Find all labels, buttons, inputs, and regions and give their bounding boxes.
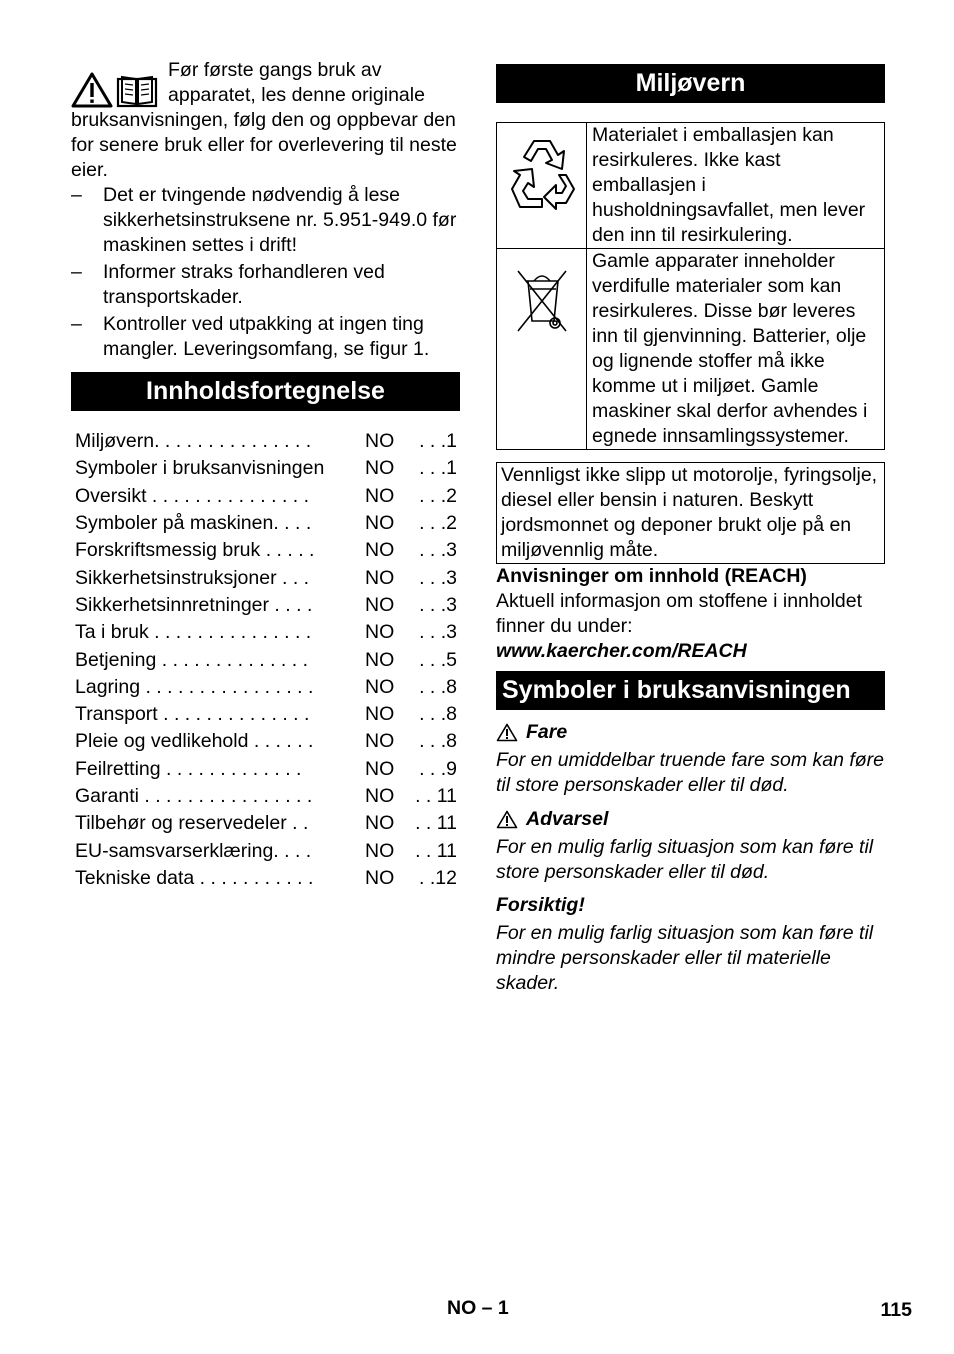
toc-row[interactable] [71,537,460,564]
toc-row[interactable] [71,483,460,510]
warning-triangle-icon [496,723,518,742]
toc-page: . . 11 [415,812,457,835]
toc-page: . . .3 [419,593,457,616]
toc-title: EU-samsvarserklæring. . . . [75,839,312,862]
toc-title: Garanti . . . . . . . . . . . . . . . . [75,785,313,807]
toc-row[interactable] [71,783,460,810]
toc-row[interactable] [71,592,460,619]
toc-page: . . .1 [419,457,457,480]
toc-lang: NO [365,593,395,616]
symbol-label: Advarsel [526,808,609,830]
toc-page: . . .1 [419,430,457,453]
toc-title: Tekniske data . . . . . . . . . . . [75,866,314,889]
symbol-text: For en mulig farlig situasjon som kan føre til store personskader eller til død. [496,836,874,883]
toc-row[interactable] [71,810,460,837]
toc-lang: NO [365,512,395,535]
toc-lang: NO [365,866,395,889]
symbols-heading: Symboler i bruksanvisningen [496,671,885,710]
toc-page: . . .3 [419,566,457,589]
toc-lang: NO [365,812,395,835]
toc-heading: Innholdsfortegnelse [71,372,460,411]
toc-row[interactable] [71,619,460,646]
toc-title: Sikkerhetsinnretninger . . . . [75,593,313,616]
toc-lang: NO [365,730,395,753]
toc-page: . . .3 [419,539,457,562]
symbols-section [496,720,885,996]
toc-lang: NO [365,839,395,862]
toc-page: . . .5 [419,648,457,671]
toc-row[interactable] [71,865,460,892]
page-number: 115 [880,1299,912,1321]
env-text: Materialet i emballasjen kan resirkuleres. Ikke kast emballasjen i husholdningsavfallet, men lever den inn til resirkulering. [587,123,885,249]
manual-book-icon [115,72,159,108]
list-item: – Det er tvingende nødvendig å lese sikkerhetsinstruksene nr. 5.951-949.0 før maskinen settes i drift! [71,183,460,258]
toc-title: Transport . . . . . . . . . . . . . . [75,703,310,726]
symbol-text: For en mulig farlig situasjon som kan føre til mindre personskader eller til materielle skader. [496,922,874,994]
toc-lang: NO [365,621,395,644]
footer-section: NO – 1 [447,1297,509,1319]
toc-row[interactable] [71,510,460,537]
toc-title: Oversikt . . . . . . . . . . . . . . . [75,484,310,507]
symbol-heading-advarsel [496,807,885,832]
toc-lang: NO [365,703,395,726]
symbol-label: Fare [526,721,568,743]
toc-row[interactable] [71,728,460,755]
icon-cell [497,249,587,450]
toc-title: Sikkerhetsinstruksjoner . . . [75,566,310,589]
toc-title: Tilbehør og reservedeler . . [75,812,309,835]
symbol-heading-fare [496,720,885,745]
table-row [497,123,885,249]
toc-page: . . .3 [419,621,457,644]
warning-triangle-icon [71,72,113,108]
toc-lang: NO [365,757,395,780]
crossed-bin-icon [512,263,572,335]
toc-page: . . .8 [419,730,457,753]
toc-lang: NO [365,785,395,807]
toc-page: . .12 [419,866,457,889]
toc-page: . . .2 [419,512,457,535]
table-of-contents [71,428,460,892]
table-row [497,249,885,450]
intro-list [71,183,460,362]
toc-row[interactable] [71,674,460,701]
toc-row[interactable] [71,455,460,482]
notice-box: Vennligst ikke slipp ut motorolje, fyringsolje, diesel eller bensin i naturen. Beskytt jordsmonnet og deponer brukt olje på en miljøvennlig måte. [496,462,885,564]
toc-title: Pleie og vedlikehold . . . . . . [75,730,314,753]
toc-title: Lagring . . . . . . . . . . . . . . . . [75,675,314,698]
toc-row[interactable] [71,646,460,673]
toc-page: . . .2 [419,484,457,507]
toc-lang: NO [365,457,395,480]
reach-link[interactable]: www.kaercher.com/REACH [496,640,747,662]
toc-row[interactable] [71,756,460,783]
left-column [71,58,460,892]
toc-lang: NO [365,648,395,671]
toc-page: . . .8 [419,703,457,726]
toc-row[interactable] [71,701,460,728]
toc-title: Ta i bruk . . . . . . . . . . . . . . . [75,621,312,644]
toc-page: . . 11 [415,839,457,862]
toc-lang: NO [365,539,395,562]
toc-lang: NO [365,566,395,589]
toc-page: . . 11 [415,785,457,807]
toc-title: Symboler i bruksanvisningen [75,457,325,480]
toc-page: . . .8 [419,675,457,698]
toc-row[interactable] [71,837,460,864]
icon-cell [497,123,587,249]
reach-heading: Anvisninger om innhold (REACH) [496,565,807,587]
symbol-text: For en umiddelbar truende fare som kan føre til store personskader eller til død. [496,749,885,796]
intro-icons [71,64,161,108]
intro-text: Før første gangs bruk av apparatet, les denne originale bruksanvisningen, følg den og oppbevar den for senere bruk eller for overlevering til neste eier. [71,59,457,181]
environment-table [496,122,885,450]
toc-title: Feilretting . . . . . . . . . . . . . [75,757,302,780]
list-item: – Kontroller ved utpakking at ingen ting mangler. Leveringsomfang, se figur 1. [71,312,460,362]
reach-text: Aktuell informasjon om stoffene i innholdet finner du under: [496,590,863,637]
toc-page: . . .9 [419,757,457,780]
toc-lang: NO [365,484,395,507]
right-column [496,64,885,996]
list-item: – Informer straks forhandleren ved transportskader. [71,260,460,310]
toc-title: Miljøvern. . . . . . . . . . . . . . . [75,430,312,453]
toc-title: Betjening . . . . . . . . . . . . . . [75,648,309,671]
environment-heading: Miljøvern [496,64,885,103]
toc-row[interactable] [71,428,460,455]
warning-triangle-icon [496,810,518,829]
intro-section [71,58,460,362]
toc-title: Forskriftsmessig bruk . . . . . [75,539,315,562]
toc-lang: NO [365,430,395,453]
env-text: Gamle apparater inneholder verdifulle materialer som kan resirkuleres. Disse bør leveres inn til gjenvinning. Batterier, olje og lignende stoffer må ikke komme ut i miljøet. Gamle maskiner skal derfor avhendes i egnede innsamlingssystemer. [587,249,885,450]
symbol-heading-forsiktig: Forsiktig! [496,894,585,916]
toc-lang: NO [365,675,395,698]
toc-row[interactable] [71,564,460,591]
toc-title: Symboler på maskinen. . . . [75,512,312,535]
recycle-icon [504,135,580,215]
